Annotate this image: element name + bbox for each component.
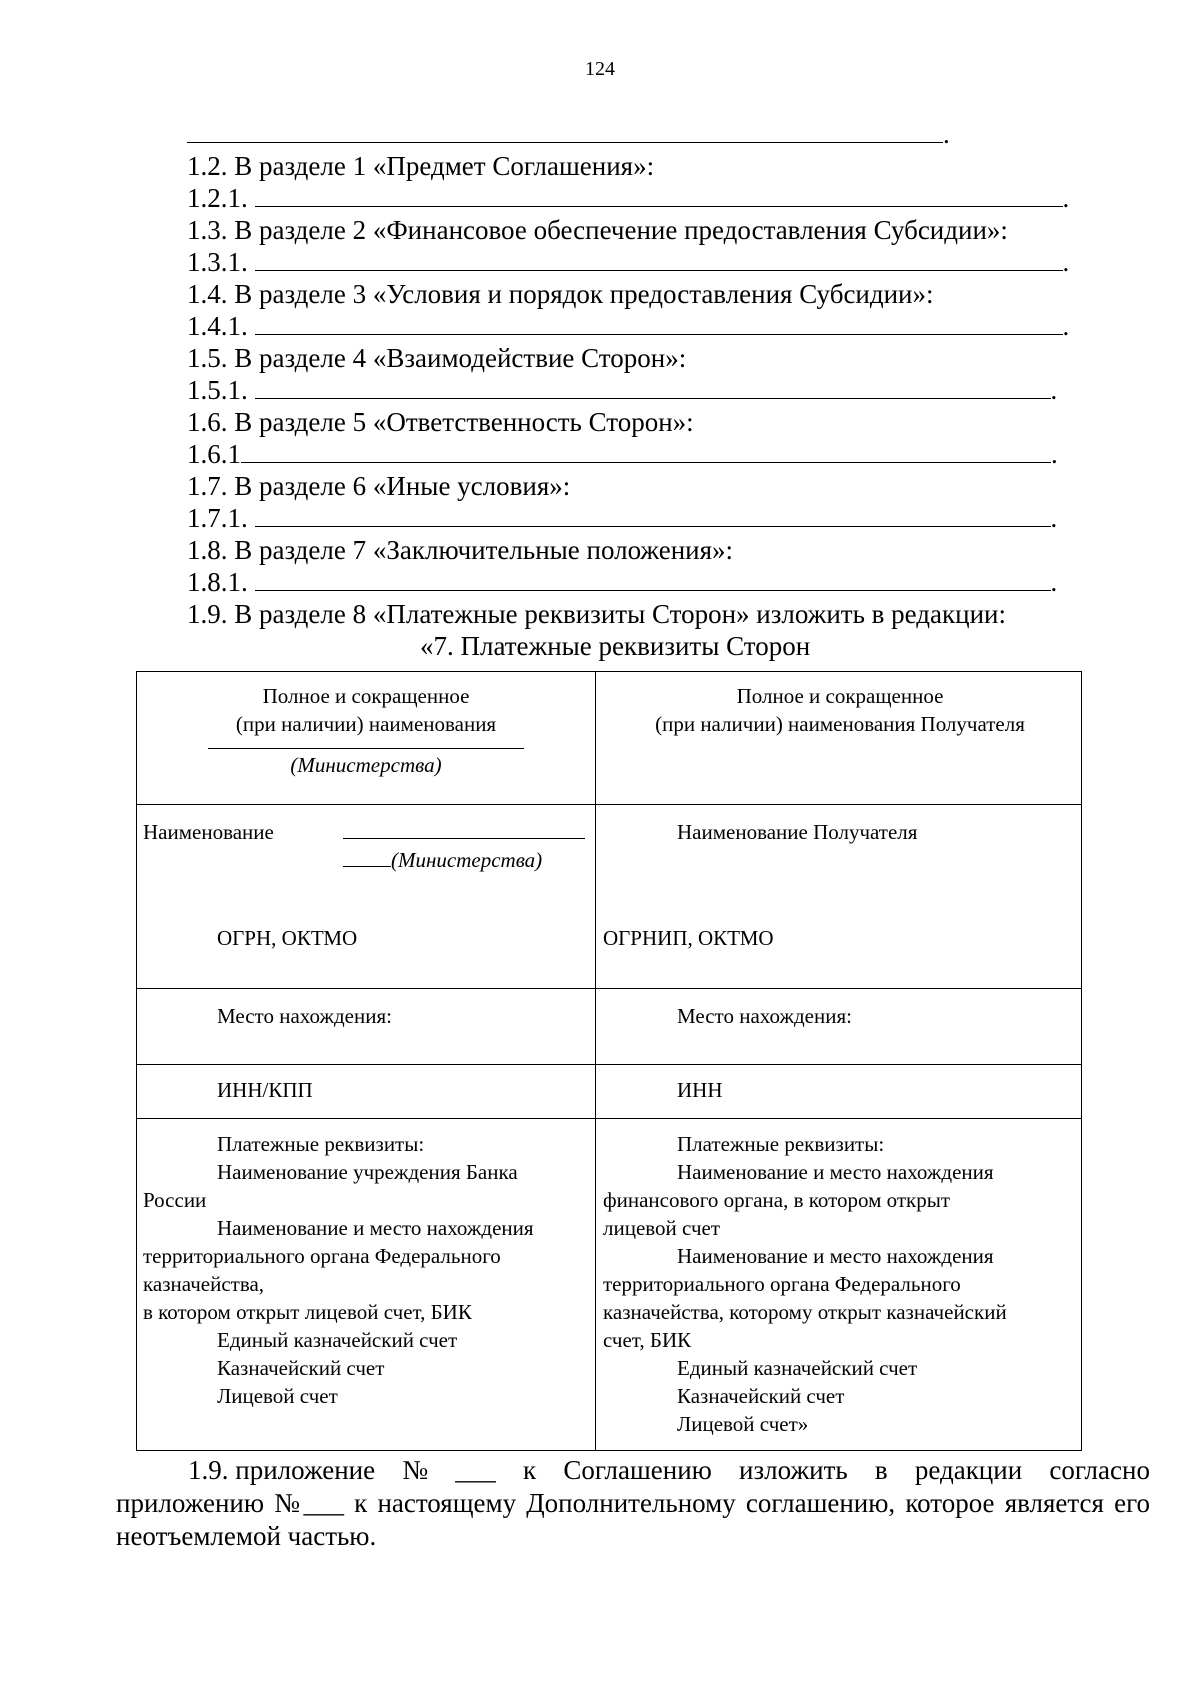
left-payment-line: Лицевой счет: [217, 1384, 338, 1408]
left-header-ministry: (Министерства): [290, 753, 442, 777]
right-payment-line: счет, БИК: [603, 1328, 692, 1352]
closing-first-line: 1.9. приложение № ___ к Соглашению изложить в редакции согласно: [188, 1455, 1150, 1485]
right-payment-line: Наименование и место нахождения: [677, 1160, 994, 1184]
left-payment-line: территориального органа Федерального: [143, 1244, 501, 1268]
item-1-8-1: 1.8.1. .: [187, 567, 1058, 597]
item-1-4: 1.4. В разделе 3 «Условия и порядок предоставления Субсидии»:: [187, 279, 934, 309]
item-1-8: 1.8. В разделе 7 «Заключительные положения»:: [187, 535, 734, 565]
closing-rest: приложению №___ к настоящему Дополнительному соглашению, которое является его неотъемлемой частью.: [116, 1488, 1150, 1551]
right-name-label: Наименование Получателя: [677, 820, 918, 844]
left-payment-block: [143, 1130, 587, 1410]
left-inn: ИНН/КПП: [217, 1078, 313, 1102]
left-name-fill: [343, 818, 585, 846]
right-payment-line: Лицевой счет»: [677, 1412, 809, 1436]
item-1-6-1: 1.6.1 .: [187, 439, 1058, 469]
left-payment-line: в котором открыт лицевой счет, БИК: [143, 1300, 472, 1324]
item-1-7-1: 1.7.1. .: [187, 503, 1058, 533]
right-payment-line: Наименование и место нахождения: [677, 1244, 994, 1268]
left-header-fill: [208, 746, 524, 749]
left-payment-line: казначейства,: [143, 1272, 265, 1296]
table-row-divider: [137, 1064, 1081, 1065]
left-name-ministry-line: (Министерства): [343, 846, 542, 874]
left-ogrn: ОГРН, ОКТМО: [217, 926, 358, 950]
item-1-3-1: 1.3.1. .: [187, 247, 1070, 277]
closing-paragraph: [116, 1454, 1150, 1553]
left-payment-line: России: [143, 1188, 207, 1212]
right-payment-line: лицевой счет: [603, 1216, 720, 1240]
right-ogrn: ОГРНИП, ОКТМО: [603, 926, 774, 950]
right-payment-line: казначейства, которому открыт казначейский: [603, 1300, 1007, 1324]
right-header-line: (при наличии) наименования Получателя: [655, 712, 1025, 736]
item-1-5: 1.5. В разделе 4 «Взаимодействие Сторон»:: [187, 343, 687, 373]
right-payment-line: Платежные реквизиты:: [677, 1132, 885, 1156]
left-location: Место нахождения:: [217, 1004, 392, 1028]
left-name-label: Наименование: [143, 820, 274, 844]
left-payment-line: Наименование учреждения Банка: [217, 1160, 518, 1184]
item-1-2-1: 1.2.1. .: [187, 183, 1070, 213]
item-1-3: 1.3. В разделе 2 «Финансовое обеспечение предоставления Субсидии»:: [187, 215, 1008, 245]
left-payment-line: Платежные реквизиты:: [217, 1132, 425, 1156]
right-payment-block: [603, 1130, 1081, 1438]
right-payment-line: Единый казначейский счет: [677, 1356, 918, 1380]
right-payment-line: территориального органа Федерального: [603, 1272, 961, 1296]
right-location: Место нахождения:: [677, 1004, 852, 1028]
right-payment-line: Казначейский счет: [677, 1384, 845, 1408]
right-header-cell: [597, 682, 1083, 738]
right-inn: ИНН: [677, 1078, 723, 1102]
payment-details-table: [136, 671, 1082, 1451]
page-number: 124: [585, 58, 615, 80]
item-1-7: 1.7. В разделе 6 «Иные условия»:: [187, 471, 571, 501]
right-payment-line: финансового органа, в котором открыт: [603, 1188, 951, 1212]
item-1-4-1: 1.4.1. .: [187, 311, 1070, 341]
left-payment-line: Казначейский счет: [217, 1356, 385, 1380]
top-fill-line: .: [187, 118, 950, 150]
left-header-line: Полное и сокращенное: [262, 684, 470, 708]
table-row-divider: [137, 804, 1081, 805]
item-1-5-1: 1.5.1. .: [187, 375, 1058, 405]
left-payment-line: Наименование и место нахождения: [217, 1216, 534, 1240]
table-title: «7. Платежные реквизиты Сторон: [420, 631, 811, 661]
table-row-divider: [137, 988, 1081, 989]
table-row-divider: [137, 1118, 1081, 1119]
left-payment-line: Единый казначейский счет: [217, 1328, 458, 1352]
item-1-6: 1.6. В разделе 5 «Ответственность Сторон»:: [187, 407, 694, 437]
table-column-divider: [595, 672, 596, 1450]
item-1-9: 1.9. В разделе 8 «Платежные реквизиты Сторон» изложить в редакции:: [187, 599, 1006, 629]
left-header-line: (при наличии) наименования: [235, 712, 497, 736]
right-header-line: Полное и сокращенное: [736, 684, 944, 708]
item-1-2: 1.2. В разделе 1 «Предмет Соглашения»:: [187, 151, 655, 181]
left-header-cell: [137, 682, 595, 779]
